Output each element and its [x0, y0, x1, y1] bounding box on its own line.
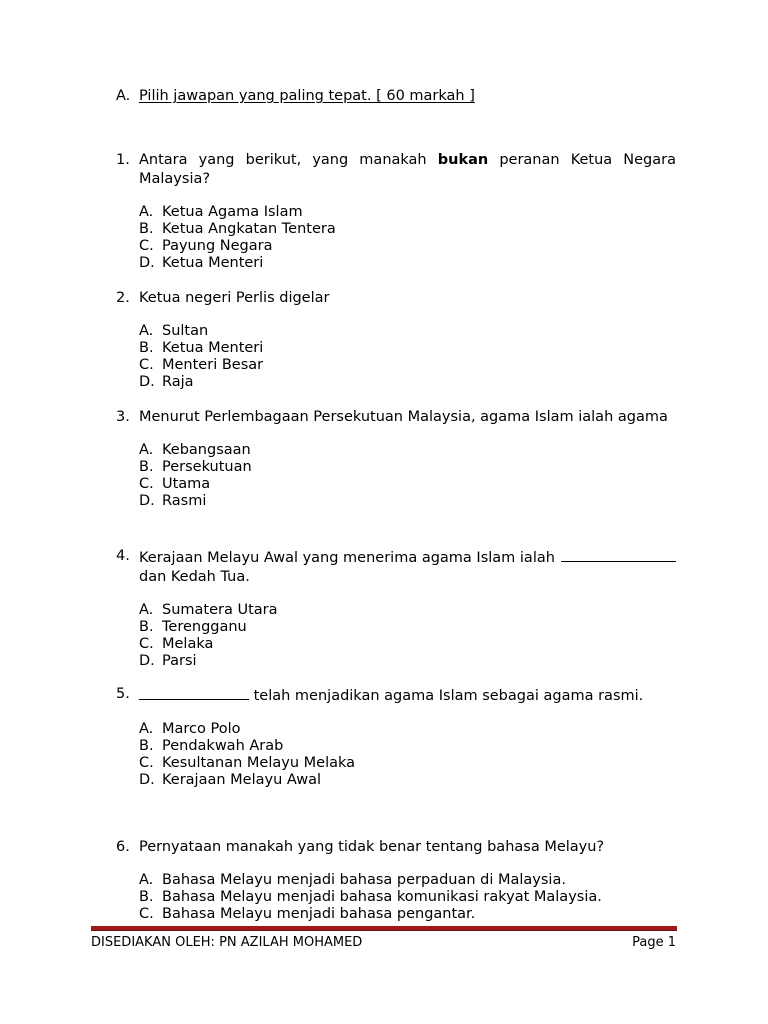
- option-c[interactable]: C. Payung Negara: [139, 238, 273, 254]
- option-d[interactable]: D. Rasmi: [139, 493, 207, 509]
- option-b[interactable]: B. Bahasa Melayu menjadi bahasa komunikasi rakyat Malaysia.: [139, 889, 602, 905]
- question-number: 4.: [116, 548, 130, 564]
- section-title: Pilih jawapan yang paling tepat. [ 60 markah ]: [139, 88, 475, 104]
- question-text: Kerajaan Melayu Awal yang menerima agama Islam ialah dan Kedah Tua.: [139, 547, 676, 587]
- option-a[interactable]: A. Sumatera Utara: [139, 602, 278, 618]
- option-d[interactable]: D. Ketua Menteri: [139, 255, 264, 271]
- question-6: [116, 838, 676, 923]
- question-4: [116, 547, 676, 670]
- option-list: [139, 442, 676, 510]
- question-text: Ketua negeri Perlis digelar: [139, 290, 330, 306]
- question-number: 1.: [116, 152, 130, 168]
- option-b[interactable]: B. Persekutuan: [139, 459, 252, 475]
- question-number: 6.: [116, 839, 130, 855]
- option-list: [139, 721, 676, 789]
- option-b[interactable]: B. Pendakwah Arab: [139, 738, 284, 754]
- option-list: [139, 602, 676, 670]
- question-text: Menurut Perlembagaan Persekutuan Malaysia, agama Islam ialah agama: [139, 409, 668, 425]
- option-d[interactable]: D. Parsi: [139, 653, 197, 669]
- option-b[interactable]: B. Ketua Angkatan Tentera: [139, 221, 336, 237]
- question-3: [116, 408, 676, 510]
- option-c[interactable]: C. Kesultanan Melayu Melaka: [139, 755, 356, 771]
- option-list: [139, 872, 676, 923]
- question-number: 3.: [116, 409, 130, 425]
- option-d[interactable]: D. Raja: [139, 374, 194, 390]
- footer-author: DISEDIAKAN OLEH: PN AZILAH MOHAMED: [91, 935, 363, 950]
- section-heading: [116, 88, 475, 105]
- option-list: [139, 323, 676, 391]
- option-a[interactable]: A. Marco Polo: [139, 721, 241, 737]
- question-number: 5.: [116, 686, 130, 702]
- question-number: 2.: [116, 290, 130, 306]
- option-c[interactable]: C. Melaka: [139, 636, 214, 652]
- emphasis-word: bukan: [437, 152, 489, 168]
- option-list: [139, 204, 676, 272]
- question-text: telah menjadikan agama Islam sebagai agama rasmi.: [139, 685, 676, 706]
- answer-blank: [139, 685, 249, 700]
- footer-divider: [91, 926, 677, 931]
- question-2: [116, 289, 676, 391]
- option-c[interactable]: C. Menteri Besar: [139, 357, 264, 373]
- footer-page-number: Page 1: [632, 935, 676, 950]
- option-b[interactable]: B. Terengganu: [139, 619, 247, 635]
- option-d[interactable]: D. Kerajaan Melayu Awal: [139, 772, 321, 788]
- option-a[interactable]: A. Ketua Agama Islam: [139, 204, 303, 220]
- option-a[interactable]: A. Sultan: [139, 323, 209, 339]
- option-b[interactable]: B. Ketua Menteri: [139, 340, 264, 356]
- question-text: Pernyataan manakah yang tidak benar tentang bahasa Melayu?: [139, 839, 605, 855]
- question-1: [116, 151, 676, 272]
- option-c[interactable]: C. Bahasa Melayu menjadi bahasa pengantar.: [139, 906, 476, 922]
- question-5: [116, 685, 676, 789]
- option-a[interactable]: A. Bahasa Melayu menjadi bahasa perpaduan di Malaysia.: [139, 872, 566, 888]
- section-letter: A.: [116, 88, 131, 104]
- option-c[interactable]: C. Utama: [139, 476, 211, 492]
- option-a[interactable]: A. Kebangsaan: [139, 442, 251, 458]
- answer-blank: [561, 547, 676, 562]
- question-text: Antara yang berikut, yang manakah bukan peranan Ketua Negara Malaysia?: [139, 152, 676, 187]
